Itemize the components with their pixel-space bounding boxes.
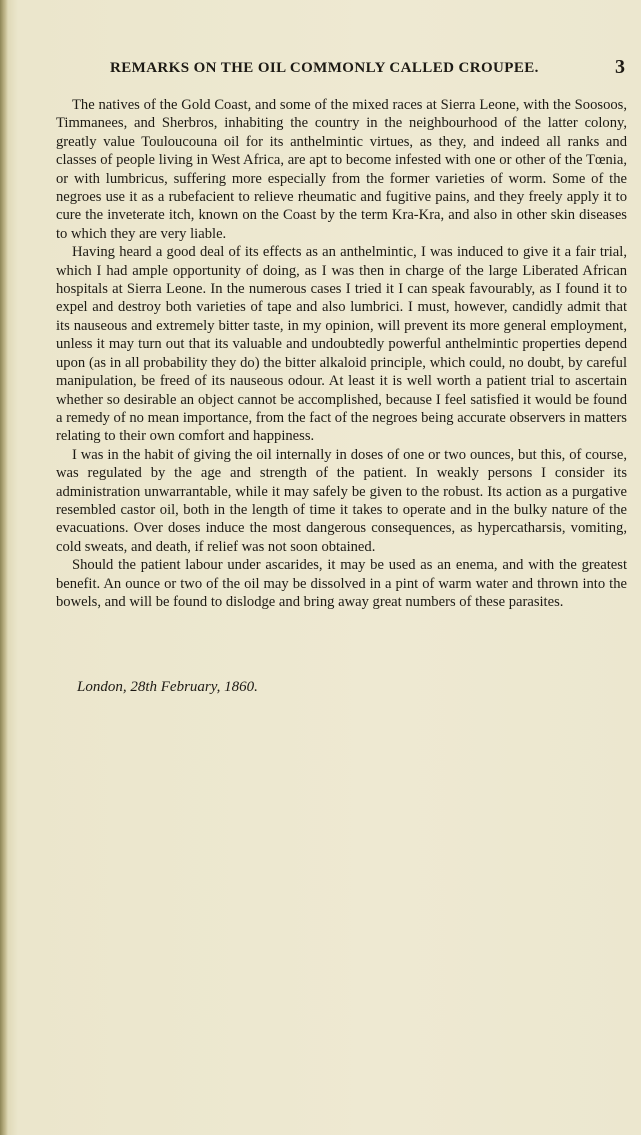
paragraph: Having heard a good deal of its effects as an anthelmintic, I was induced to give it a fair trial, which I had ample opportunity of doing, as I was then in charge of the large Liberated African hospitals at Sierra Leone. In the numerous cases I tried it I can speak favourably, as I found it to expel and destroy both varieties of tape and also lumbrici. I must, however, candidly admit that its nauseous and extremely bitter taste, in my opinion, will prevent its more general employment, unless it may turn out that its valuable and undoubtedly powerful anthelmintic properties depend upon (as in all probability they do) the bitter alkaloid principle, which could, no doubt, by careful manipulation, be freed of its nauseous odour. At least it is well worth a patient trial to ascertain whether so desirable an object cannot be accomplished, because I feel satisfied it would be found a remedy of no mean importance, from the fact of the negroes being accurate observers in matters relating to their own comfort and happiness. <box>56 244 627 445</box>
body-text <box>56 96 627 611</box>
paragraph: The natives of the Gold Coast, and some of the mixed races at Sierra Leone, with the Soosoos, Timmanees, and Sherbros, inhabiting the country in the neighbourhood of the latter colony, greatly value Touloucouna oil for its anthelmintic virtues, as they, and indeed all ranks and classes of people living in West Africa, are apt to become infested with one or other of the Tœnia, or with lumbricus, suffering more especially from the former varieties of worm. Some of the negroes use it as a rubefacient to relieve rheumatic and fugitive pains, and they freely apply it to cure the inveterate itch, known on the Coast by the term Kra-Kra, and also in other skin diseases to which they are very liable. <box>56 97 627 242</box>
page-number: 3 <box>615 56 625 78</box>
binding-gutter <box>0 0 8 1135</box>
running-head: REMARKS ON THE OIL COMMONLY CALLED CROUPEE. <box>110 60 539 76</box>
paragraph: Should the patient labour under ascarides, it may be used as an enema, and with the greatest benefit. An ounce or two of the oil may be dissolved in a pint of warm water and thrown into the bowels, and will be found to dislodge and bring away great numbers of these parasites. <box>56 557 627 610</box>
page-header <box>80 56 625 82</box>
dateline-signoff: London, 28th February, 1860. <box>77 679 258 695</box>
paragraph: I was in the habit of giving the oil internally in doses of one or two ounces, but this, of course, was regulated by the age and strength of the patient. In weakly persons I consider its administration unwarrantable, while it may safely be given to the robust. Its action as a purgative resembled castor oil, both in the length of time it takes to operate and in the bulky nature of the evacuations. Over doses induce the most dangerous consequences, as hypercatharsis, vomiting, cold sweats, and death, if relief was not soon obtained. <box>56 446 627 555</box>
